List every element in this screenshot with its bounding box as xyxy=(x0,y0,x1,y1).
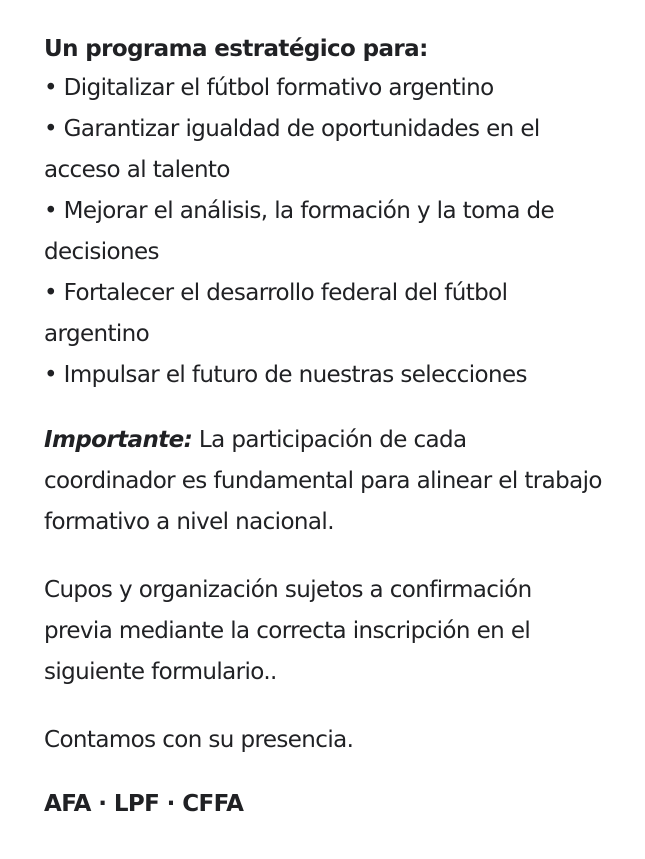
list-item: • Mejorar el análisis, la formación y la toma de decisiones xyxy=(44,198,555,265)
important-paragraph xyxy=(44,420,604,543)
list-item: • Fortalecer el desarrollo federal del fútbol argentino xyxy=(44,280,508,347)
cupos-paragraph: Cupos y organización sujetos a confirmación previa mediante la correcta inscripción en el siguiente formulario.. xyxy=(44,577,532,685)
program-heading: Un programa estratégico para: xyxy=(44,36,428,62)
objectives-list xyxy=(44,68,604,396)
important-label: Importante: xyxy=(44,427,193,453)
list-item: • Garantizar igualdad de oportunidades en el acceso al talento xyxy=(44,116,540,183)
list-item: • Digitalizar el fútbol formativo argentino xyxy=(44,75,494,101)
presencia-paragraph: Contamos con su presencia. xyxy=(44,727,354,753)
list-item: • Impulsar el futuro de nuestras selecciones xyxy=(44,362,527,388)
message-body xyxy=(44,30,604,825)
signature: AFA · LPF · CFFA xyxy=(44,791,244,817)
important-text: La participación de cada coordinador es fundamental para alinear el trabajo formativo a nivel nacional. xyxy=(44,427,602,535)
